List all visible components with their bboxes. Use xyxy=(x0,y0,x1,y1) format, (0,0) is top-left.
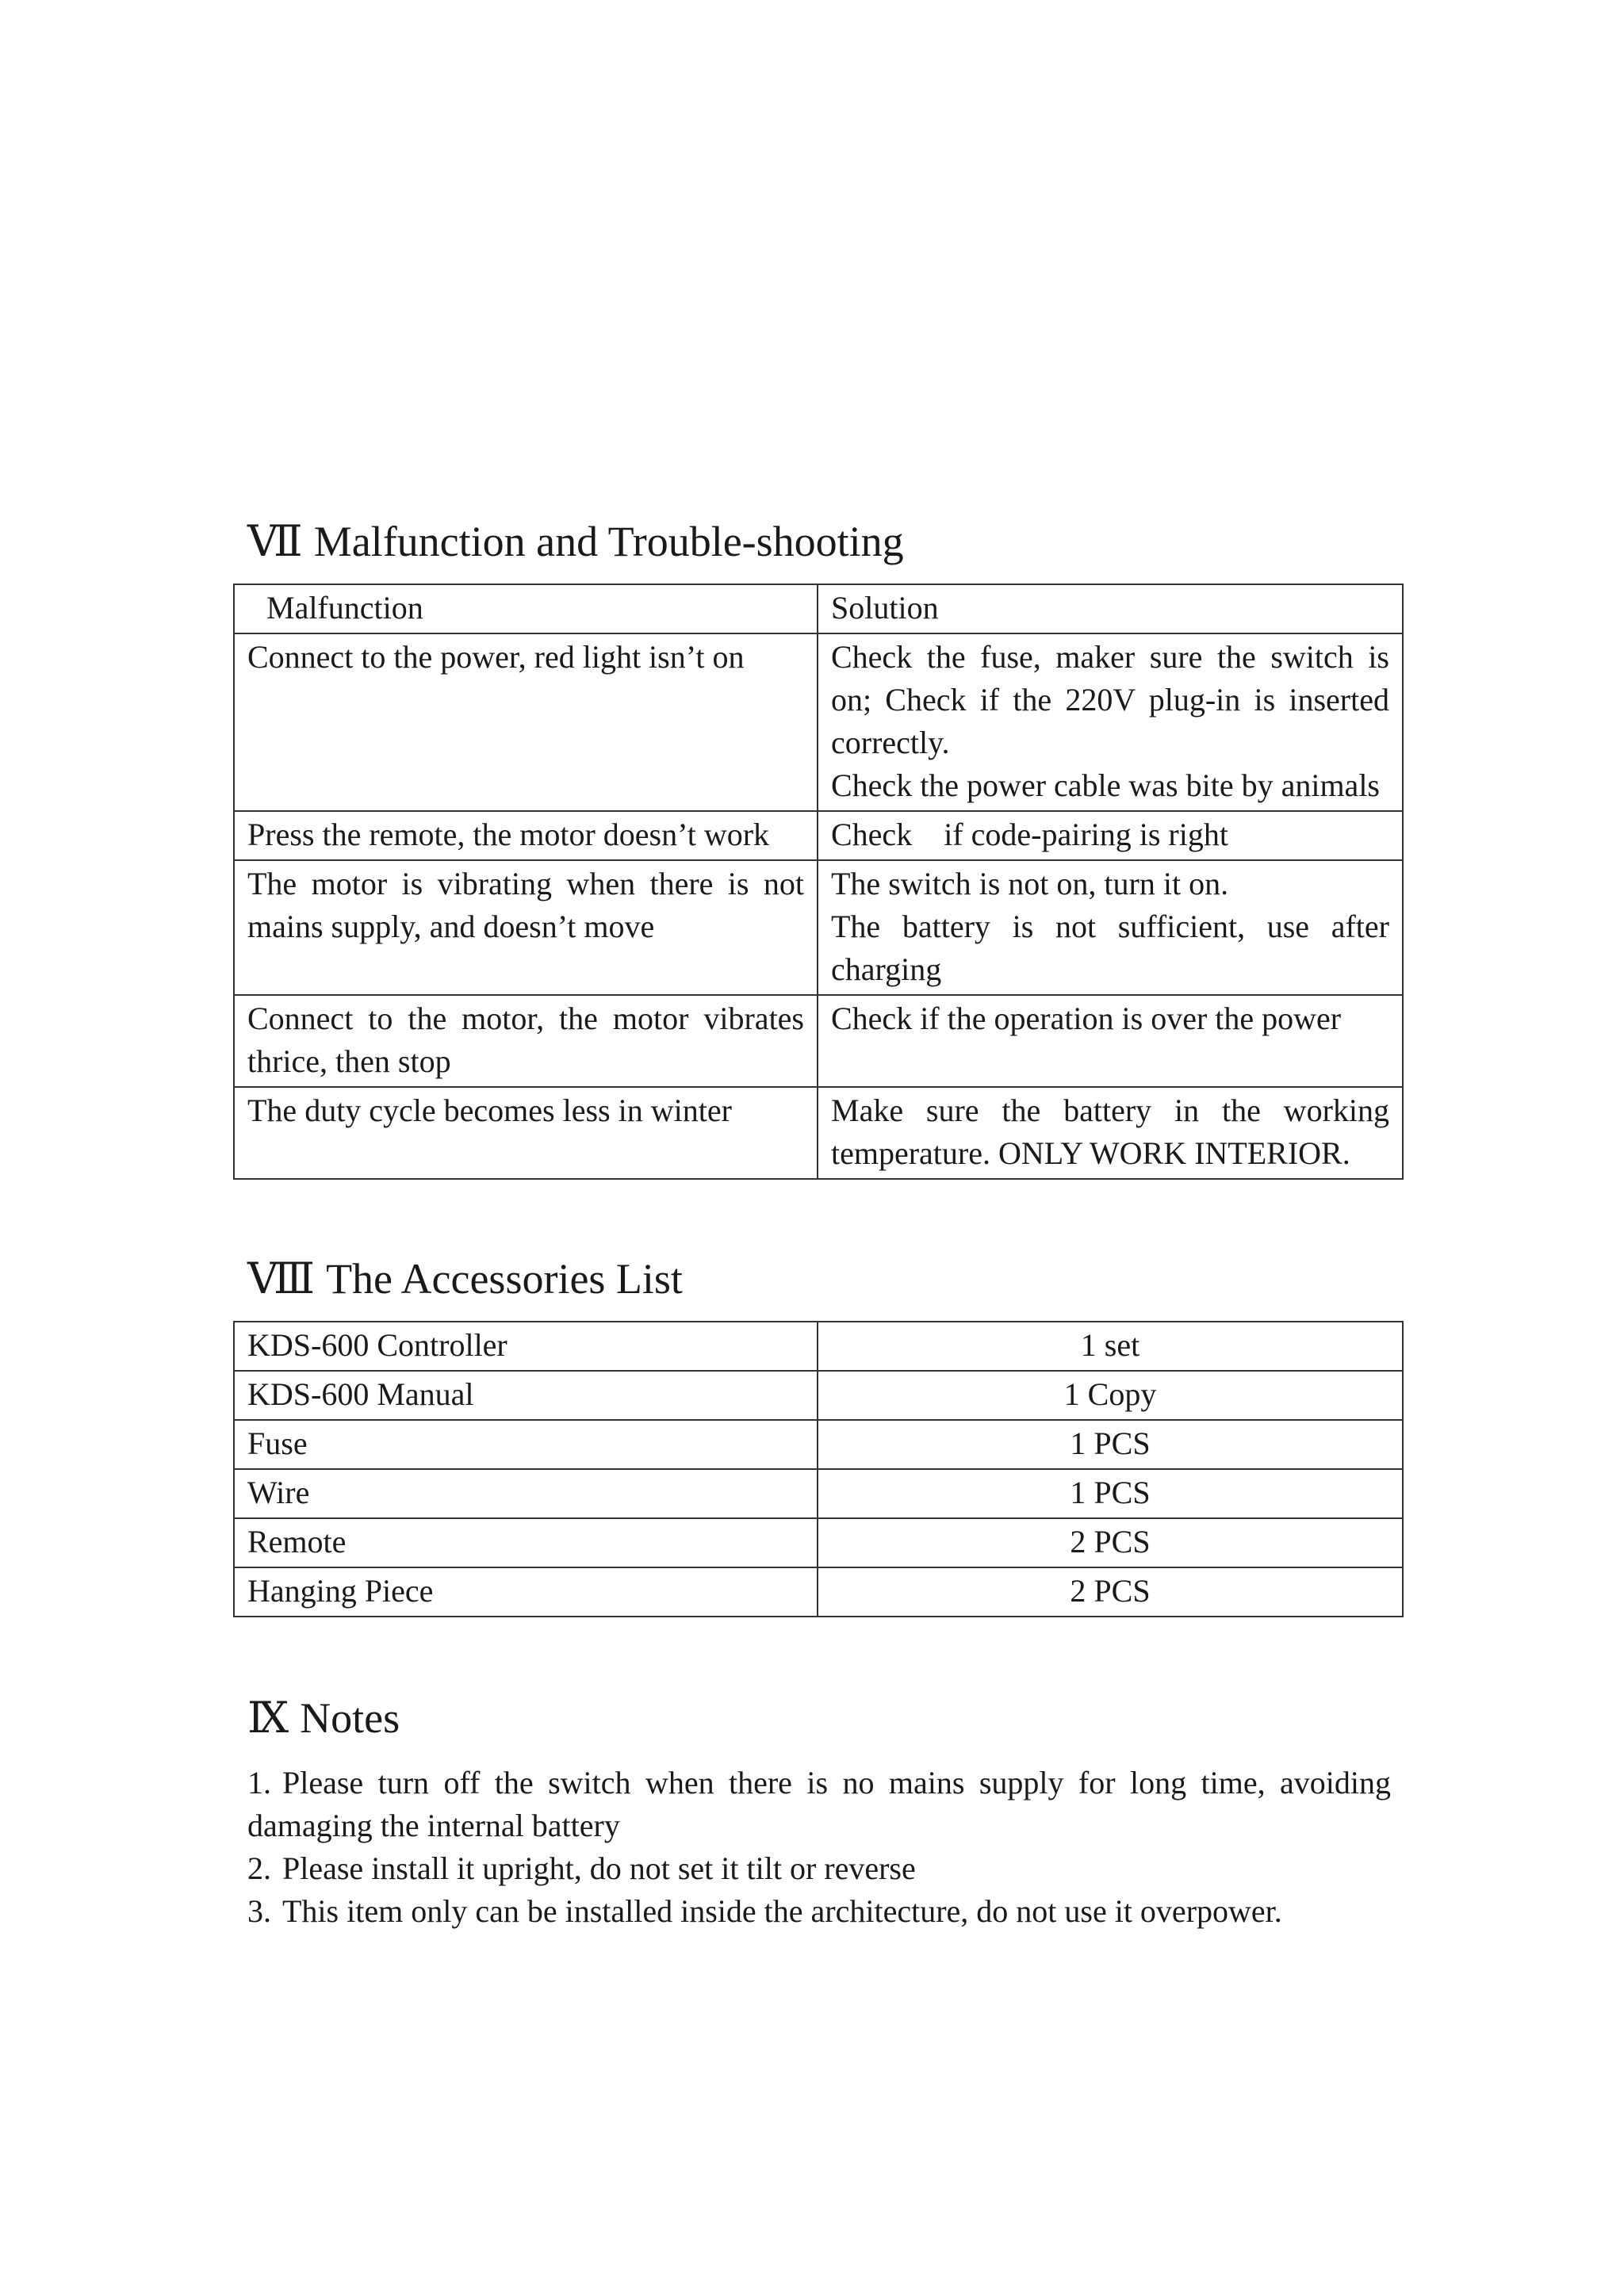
table-header-row xyxy=(234,584,1403,633)
section-8-number: Ⅷ xyxy=(247,1255,316,1303)
note-text: Please turn off the switch when there is no mains supply for long time, avoiding damaging the internal battery xyxy=(247,1765,1391,1843)
accessory-qty: 2 PCS xyxy=(818,1567,1403,1617)
table-row xyxy=(234,995,1403,1087)
solution-line: The switch is not on, turn it on. xyxy=(831,866,1229,901)
note-text: Please install it upright, do not set it tilt or reverse xyxy=(282,1850,916,1886)
malfunction-cell: Connect to the power, red light isn’t on xyxy=(234,633,818,811)
accessory-qty: 1 set xyxy=(818,1322,1403,1371)
note-index: 3. xyxy=(247,1893,271,1929)
note-index: 2. xyxy=(247,1850,271,1886)
section-7-heading xyxy=(247,520,904,563)
accessory-qty: 1 PCS xyxy=(818,1420,1403,1469)
note-index: 1. xyxy=(247,1765,271,1800)
solution-line: Check if code-pairing is right xyxy=(831,817,1228,852)
section-9-number: Ⅸ xyxy=(247,1694,289,1742)
table-row xyxy=(234,811,1403,860)
table-row xyxy=(234,1087,1403,1179)
section-7-number: Ⅶ xyxy=(247,518,303,565)
section-7-title: Malfunction and Trouble-shooting xyxy=(313,518,904,565)
note-item xyxy=(247,1762,1391,1847)
table-row xyxy=(234,633,1403,811)
section-9-heading xyxy=(247,1694,400,1742)
table-row xyxy=(234,1322,1403,1371)
header-solution: Solution xyxy=(818,584,1403,633)
table-row xyxy=(234,1469,1403,1518)
table-row xyxy=(234,1420,1403,1469)
solution-cell xyxy=(818,860,1403,995)
solution-line: Make sure the battery in the working temperature. ONLY WORK INTERIOR. xyxy=(831,1093,1389,1171)
table-row xyxy=(234,860,1403,995)
accessory-qty: 1 Copy xyxy=(818,1371,1403,1420)
accessory-name: KDS-600 Controller xyxy=(234,1322,818,1371)
section-8-heading xyxy=(247,1255,683,1303)
accessory-name: Wire xyxy=(234,1469,818,1518)
accessory-name: Fuse xyxy=(234,1420,818,1469)
solution-cell xyxy=(818,633,1403,811)
malfunction-cell: The duty cycle becomes less in winter xyxy=(234,1087,818,1179)
solution-line: The battery is not sufficient, use after charging xyxy=(831,909,1389,987)
section-8-title: The Accessories List xyxy=(326,1255,683,1303)
accessory-name: Hanging Piece xyxy=(234,1567,818,1617)
solution-cell xyxy=(818,1087,1403,1179)
troubleshooting-table xyxy=(233,584,1404,1180)
note-item xyxy=(247,1890,1391,1933)
solution-line: Check the fuse, maker sure the switch is on; Check if the 220V plug-in is inserted correctly. xyxy=(831,639,1389,760)
solution-line: Check if the operation is over the power xyxy=(831,1001,1342,1036)
accessory-qty: 1 PCS xyxy=(818,1469,1403,1518)
malfunction-cell: Connect to the motor, the motor vibrates thrice, then stop xyxy=(234,995,818,1087)
accessories-table xyxy=(233,1321,1404,1617)
malfunction-cell: Press the remote, the motor doesn’t work xyxy=(234,811,818,860)
accessory-name: KDS-600 Manual xyxy=(234,1371,818,1420)
notes-list xyxy=(247,1762,1391,1933)
table-row xyxy=(234,1518,1403,1567)
malfunction-cell: The motor is vibrating when there is not mains supply, and doesn’t move xyxy=(234,860,818,995)
accessory-qty: 2 PCS xyxy=(818,1518,1403,1567)
solution-cell xyxy=(818,811,1403,860)
header-malfunction: Malfunction xyxy=(234,584,818,633)
note-text: This item only can be installed inside the architecture, do not use it overpower. xyxy=(282,1893,1282,1929)
section-9-title: Notes xyxy=(300,1694,400,1742)
note-item xyxy=(247,1847,1391,1890)
table-row xyxy=(234,1371,1403,1420)
accessory-name: Remote xyxy=(234,1518,818,1567)
solution-line: Check the power cable was bite by animals xyxy=(831,767,1380,803)
table-row xyxy=(234,1567,1403,1617)
solution-cell xyxy=(818,995,1403,1087)
